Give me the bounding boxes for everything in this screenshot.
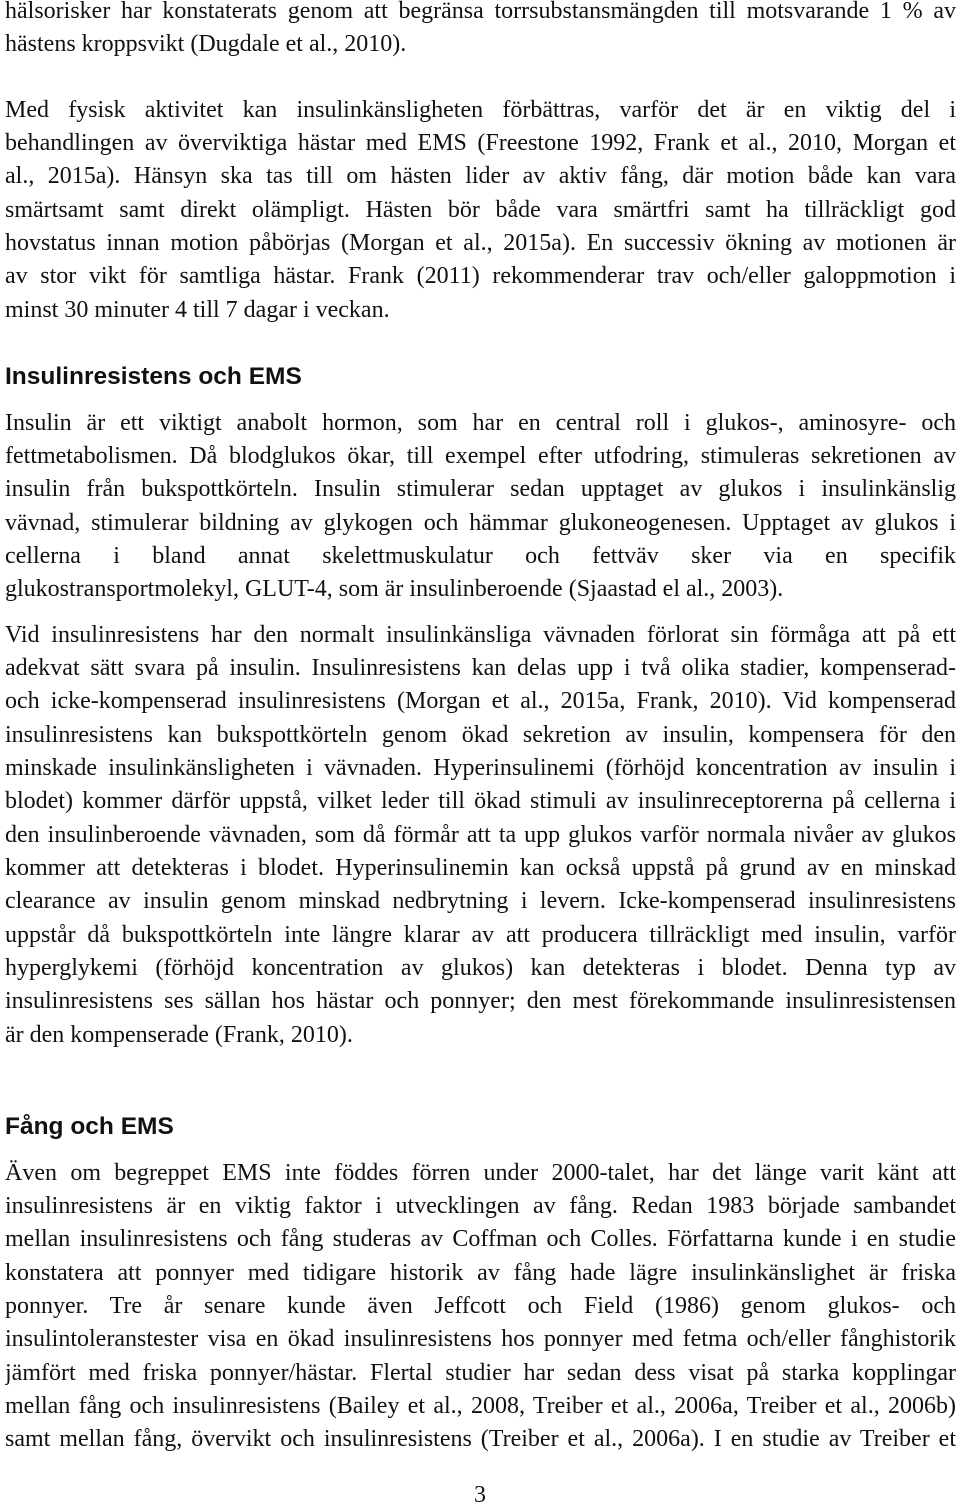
text-line: Vid insulinresistens har den normalt insulinkänsliga vävnaden förlorat sin förmåga att på ett bbox=[5, 621, 956, 648]
text-line: cellerna i bland annat skelettmuskulatur och fettväv sker via en specifik bbox=[5, 542, 956, 569]
text-line: insulin från bukspottkörteln. Insulin stimulerar sedan upptaget av glukos i insulinkänslig bbox=[5, 476, 956, 503]
text-line: uppstår då bukspottkörteln inte längre klarar av att producera tillräckligt med insulin, varför bbox=[5, 921, 956, 948]
section-heading-laminitis: Fång och EMS bbox=[5, 1113, 174, 1140]
text-line: minskade insulinkänsligheten i vävnaden. Hyperinsulinemi (förhöjd koncentration av insulin i bbox=[5, 754, 956, 781]
text-line: av stor vikt för samtliga hästar. Frank (2011) rekommenderar trav och/eller galoppmotion i bbox=[5, 263, 956, 290]
text-line: insulinresistens ses sällan hos hästar och ponnyer; den mest förekommande insulinresistensen bbox=[5, 988, 956, 1015]
text-line: Även om begreppet EMS inte föddes förren under 2000-talet, har det länge varit känt att bbox=[5, 1159, 956, 1186]
paragraph-continued bbox=[5, 0, 956, 61]
text-line: hälsorisker har konstaterats genom att begränsa torrsubstansmängden till motsvarande 1 % av bbox=[5, 0, 956, 24]
section-heading-insulin-resistance: Insulinresistens och EMS bbox=[5, 363, 302, 390]
text-line: konstatera att ponnyer med tidigare historik av fång hade lägre insulinkänslighet är friska bbox=[5, 1259, 956, 1286]
text-line: smärtsamt samt direkt olämpligt. Hästen bör både vara smärtfri samt ha tillräckligt god bbox=[5, 196, 956, 223]
text-line: är den kompenserade (Frank, 2010). bbox=[5, 1021, 353, 1048]
text-line: fettmetabolismen. Då blodglukos ökar, till exempel efter utfodring, stimuleras sekretionen av bbox=[5, 442, 956, 469]
text-line: samt mellan fång, övervikt och insulinresistens (Treiber et al., 2006a). I en studie av Treiber et bbox=[5, 1426, 956, 1453]
text-line: adekvat sätt svara på insulin. Insulinresistens kan delas upp i två olika stadier, kompenserad- bbox=[5, 654, 956, 681]
text-line: al., 2015a). Hänsyn ska tas till om hästen lider av aktiv fång, där motion både kan vara bbox=[5, 163, 956, 190]
text-line: ponnyer. Tre år senare kunde även Jeffcott och Field (1986) genom glukos- och bbox=[5, 1292, 956, 1319]
paragraph-laminitis bbox=[5, 1157, 956, 1457]
text-line: minst 30 minuter 4 till 7 dagar i veckan. bbox=[5, 296, 390, 323]
text-line: clearance av insulin genom minskad nedbrytning i levern. Icke-kompenserad insulinresistens bbox=[5, 888, 956, 915]
text-line: insulinresistens är en viktig faktor i utvecklingen av fång. Redan 1983 började sambandet bbox=[5, 1192, 956, 1219]
text-line: Med fysisk aktivitet kan insulinkänsligheten förbättras, varför det är en viktig del i bbox=[5, 96, 956, 123]
paragraph-exercise bbox=[5, 94, 956, 327]
text-line: insulintoleranstester visa en ökad insulinresistens hos ponnyer med fetma och/eller fånghistorik bbox=[5, 1326, 956, 1353]
text-line: mellan insulinresistens och fång studeras av Coffman och Colles. Författarna kunde i en studie bbox=[5, 1226, 956, 1253]
text-line: Insulin är ett viktigt anabolt hormon, som har en central roll i glukos-, aminosyre- och bbox=[5, 409, 956, 436]
text-line: kommer att detekteras i blodet. Hyperinsulinemin kan också uppstå på grund av en minskad bbox=[5, 854, 956, 881]
text-line: hyperglykemi (förhöjd koncentration av glukos) kan detekteras i blodet. Denna typ av bbox=[5, 954, 956, 981]
text-line: hovstatus innan motion påbörjas (Morgan et al., 2015a). En successiv ökning av motionen är bbox=[5, 229, 956, 256]
text-line: den insulinberoende vävnaden, som då förmår att ta upp glukos varför normala nivåer av glukos bbox=[5, 821, 956, 848]
text-line: vävnad, stimulerar bildning av glykogen och hämmar glukoneogenesen. Upptaget av glukos i bbox=[5, 509, 956, 536]
text-line: glukostransportmolekyl, GLUT-4, som är insulinberoende (Sjaastad el al., 2003). bbox=[5, 576, 784, 603]
text-line: insulinresistens kan bukspottkörteln genom ökad sekretion av insulin, kompensera för den bbox=[5, 721, 956, 748]
paragraph-insulin-resistance bbox=[5, 619, 956, 1052]
text-line: och icke-kompenserad insulinresistens (Morgan et al., 2015a, Frank, 2010). Vid kompenserad bbox=[5, 688, 956, 715]
text-line: mellan fång och insulinresistens (Bailey et al., 2008, Treiber et al., 2006a, Treiber et al., 2006b) bbox=[5, 1392, 956, 1419]
text-line: hästens kroppsvikt (Dugdale et al., 2010). bbox=[5, 30, 407, 57]
text-line: behandlingen av överviktiga hästar med EMS (Freestone 1992, Frank et al., 2010, Morgan et bbox=[5, 129, 956, 156]
text-line: blodet) kommer därför uppstå, vilket leder till ökad stimuli av insulinreceptorerna på cellerna i bbox=[5, 788, 956, 815]
page-number: 3 bbox=[474, 1482, 486, 1508]
text-line: jämfört med friska ponnyer/hästar. Flertal studier har sedan dess visat på starka kopplingar bbox=[5, 1359, 956, 1386]
paragraph-insulin bbox=[5, 407, 956, 607]
